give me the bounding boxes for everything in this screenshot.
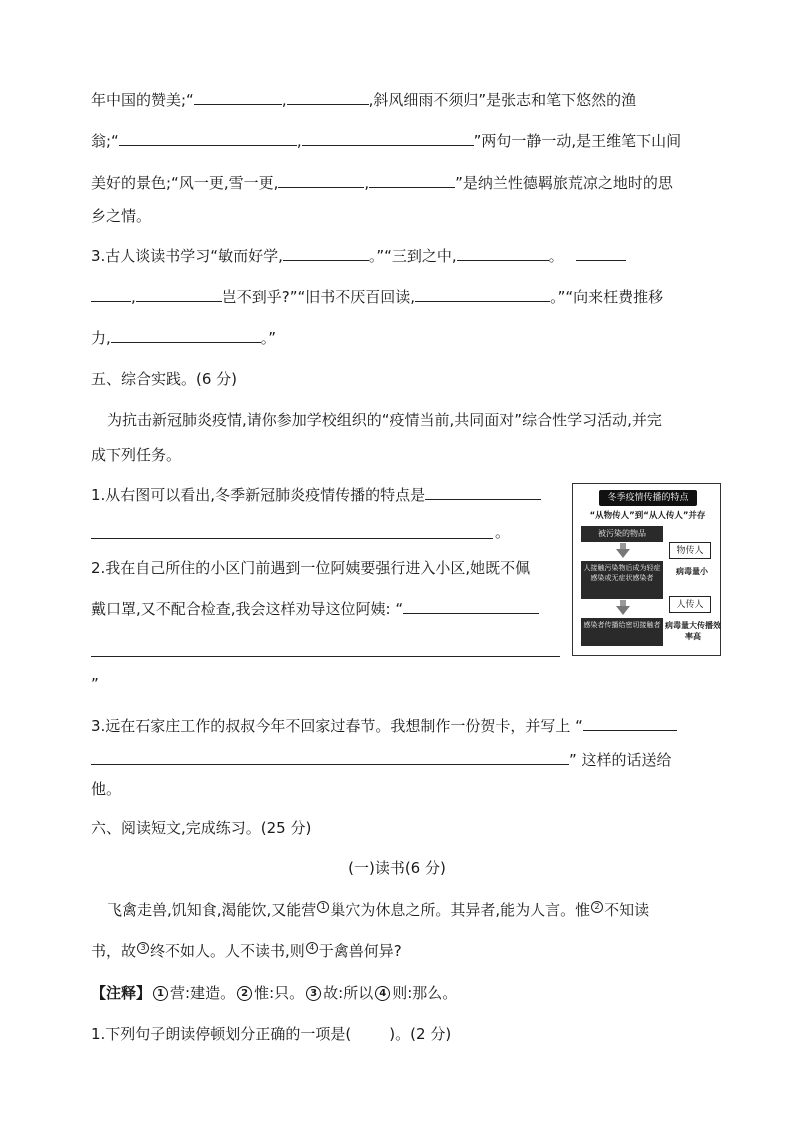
item-3-line-3: 他。: [91, 780, 122, 798]
text: ,: [364, 174, 370, 192]
passage-title: (一)读书(6 分): [348, 859, 446, 877]
low-viral-load-note: 病毒量小: [676, 567, 708, 576]
section-5-intro-1: 为抗击新冠肺炎疫情,请你参加学校组织的“疫情当前,共同面对”综合性学习活动,并完: [107, 411, 662, 429]
footnote-marker: 2: [591, 901, 603, 913]
note-text: 营:建造。: [170, 984, 236, 1002]
text: 美好的景色;“风一更,雪一更,: [91, 174, 279, 192]
item-1: [91, 484, 541, 505]
human-to-human-tag: 人传人: [669, 596, 711, 613]
text: 3.远在石家庄工作的叔叔今年不回家过春节。我想制作一份贺卡，并写上 “: [91, 717, 583, 735]
answer-blank[interactable]: [425, 484, 541, 500]
text: 3.古人谈读书学习“敏而好学,: [91, 247, 283, 265]
text: 。: [548, 247, 564, 265]
question-1: 1.下列句子朗读停顿划分正确的一项是( )。(2 分): [91, 1025, 452, 1043]
text: 。”“向来枉费推移: [550, 288, 664, 306]
answer-blank[interactable]: [302, 130, 474, 146]
footnote-marker: 3: [137, 942, 149, 954]
item-2-line-2: [91, 598, 539, 619]
poem-line-4: 乡之情。: [91, 207, 152, 225]
poem-line-1: [91, 89, 636, 110]
answer-blank[interactable]: [283, 245, 369, 261]
q3-line-2: [91, 286, 663, 307]
section-5-intro-2: 成下列任务。: [91, 446, 182, 464]
answer-blank[interactable]: [415, 286, 550, 302]
answer-blank[interactable]: [287, 89, 369, 105]
answer-blank[interactable]: [136, 286, 222, 302]
poem-line-2: [91, 130, 681, 151]
text: 戴口罩,又不配合检查,我会这样劝导这位阿姨: “: [91, 600, 404, 618]
text: 翁;“: [91, 132, 119, 150]
text: ”是纳兰性德羁旅荒凉之地时的思: [455, 174, 673, 192]
text: 于禽兽何异?: [318, 942, 402, 960]
note-number: 2: [237, 986, 252, 1001]
section-6-heading: 六、阅读短文,完成练习。(25 分): [91, 819, 312, 837]
annotations: [91, 983, 457, 1003]
text: ,: [296, 132, 302, 150]
down-arrow-icon: [616, 549, 630, 558]
text: 。”: [260, 329, 277, 347]
note-number: 1: [153, 986, 168, 1001]
answer-line[interactable]: [91, 538, 493, 539]
passage-line-2: [91, 941, 402, 961]
text: 终不如人。人不读书,则: [150, 942, 305, 960]
item-3-line-2: [91, 749, 672, 770]
text: ”两句一静一动,是王维笔下山间: [473, 132, 682, 150]
answer-blank[interactable]: [194, 89, 282, 105]
text: 年中国的赞美;“: [91, 91, 194, 109]
footnote-marker: 4: [306, 942, 318, 954]
text: ,: [131, 288, 136, 306]
text: 力,: [91, 329, 111, 347]
text: 飞禽走兽,饥知食,渴能饮,又能营: [107, 901, 317, 919]
answer-line[interactable]: [91, 656, 560, 657]
infographic-title: 冬季疫情传播的特点: [599, 490, 697, 506]
text: 1.从右图可以看出,冬季新冠肺炎疫情传播的特点是: [91, 486, 426, 504]
passage-line-1: [107, 900, 649, 920]
answer-blank[interactable]: [369, 172, 455, 188]
text: 。”“三到之中,: [368, 247, 457, 265]
text: 巢穴为休息之所。其异者,能为人言。惟: [330, 901, 591, 919]
infected-person-box: 人接触污染物后成为轻症感染或无症状感染者: [581, 561, 663, 599]
answer-blank[interactable]: [278, 172, 364, 188]
high-viral-load-note: 病毒量大传播效率高: [665, 621, 721, 641]
note-text: 则:那么。: [392, 984, 458, 1002]
note-number: 3: [306, 986, 321, 1001]
object-to-human-tag: 物传人: [669, 542, 711, 559]
answer-blank[interactable]: [119, 130, 297, 146]
note-number: 4: [375, 986, 390, 1001]
down-arrow-icon: [616, 606, 630, 615]
text: ,: [281, 91, 287, 109]
contaminated-items-box: 被污染的物品: [581, 526, 663, 542]
footnote-marker: 1: [317, 901, 329, 913]
item-1-end: 。: [495, 523, 511, 541]
note-text: 惟:只。: [254, 984, 305, 1002]
answer-blank[interactable]: [583, 715, 677, 731]
answer-blank[interactable]: [403, 598, 539, 614]
text: ” 这样的话送给: [569, 751, 672, 769]
answer-blank[interactable]: [457, 245, 549, 261]
close-contacts-box: 感染者传播给密切接触者: [581, 618, 663, 646]
answer-blank[interactable]: [91, 286, 131, 302]
item-3-line-1: [91, 715, 677, 736]
q3-line-3: [91, 327, 276, 348]
answer-blank[interactable]: [576, 245, 626, 261]
text: 不知读: [604, 901, 650, 919]
text: 书，故: [91, 942, 137, 960]
section-5-heading: 五、综合实践。(6 分): [91, 370, 238, 388]
text: 岂不到乎?”“旧书不厌百回读,: [221, 288, 416, 306]
notes-label: 【注释】: [91, 984, 152, 1002]
infographic-subtitle: “从物传人”到“从人传人”并存: [589, 511, 706, 521]
note-text: 故:所以: [323, 984, 374, 1002]
item-2-line-1: 2.我在自己所住的小区门前遇到一位阿姨要强行进入小区,她既不佩: [91, 559, 531, 577]
answer-blank[interactable]: [111, 327, 261, 343]
q3-line-1: [91, 245, 626, 266]
epidemic-infographic: [572, 483, 721, 656]
answer-blank[interactable]: [91, 749, 569, 765]
text: ,斜风细雨不须归”是张志和笔下悠然的渔: [368, 91, 637, 109]
poem-line-3: [91, 172, 673, 193]
item-2-close: ”: [91, 675, 99, 693]
